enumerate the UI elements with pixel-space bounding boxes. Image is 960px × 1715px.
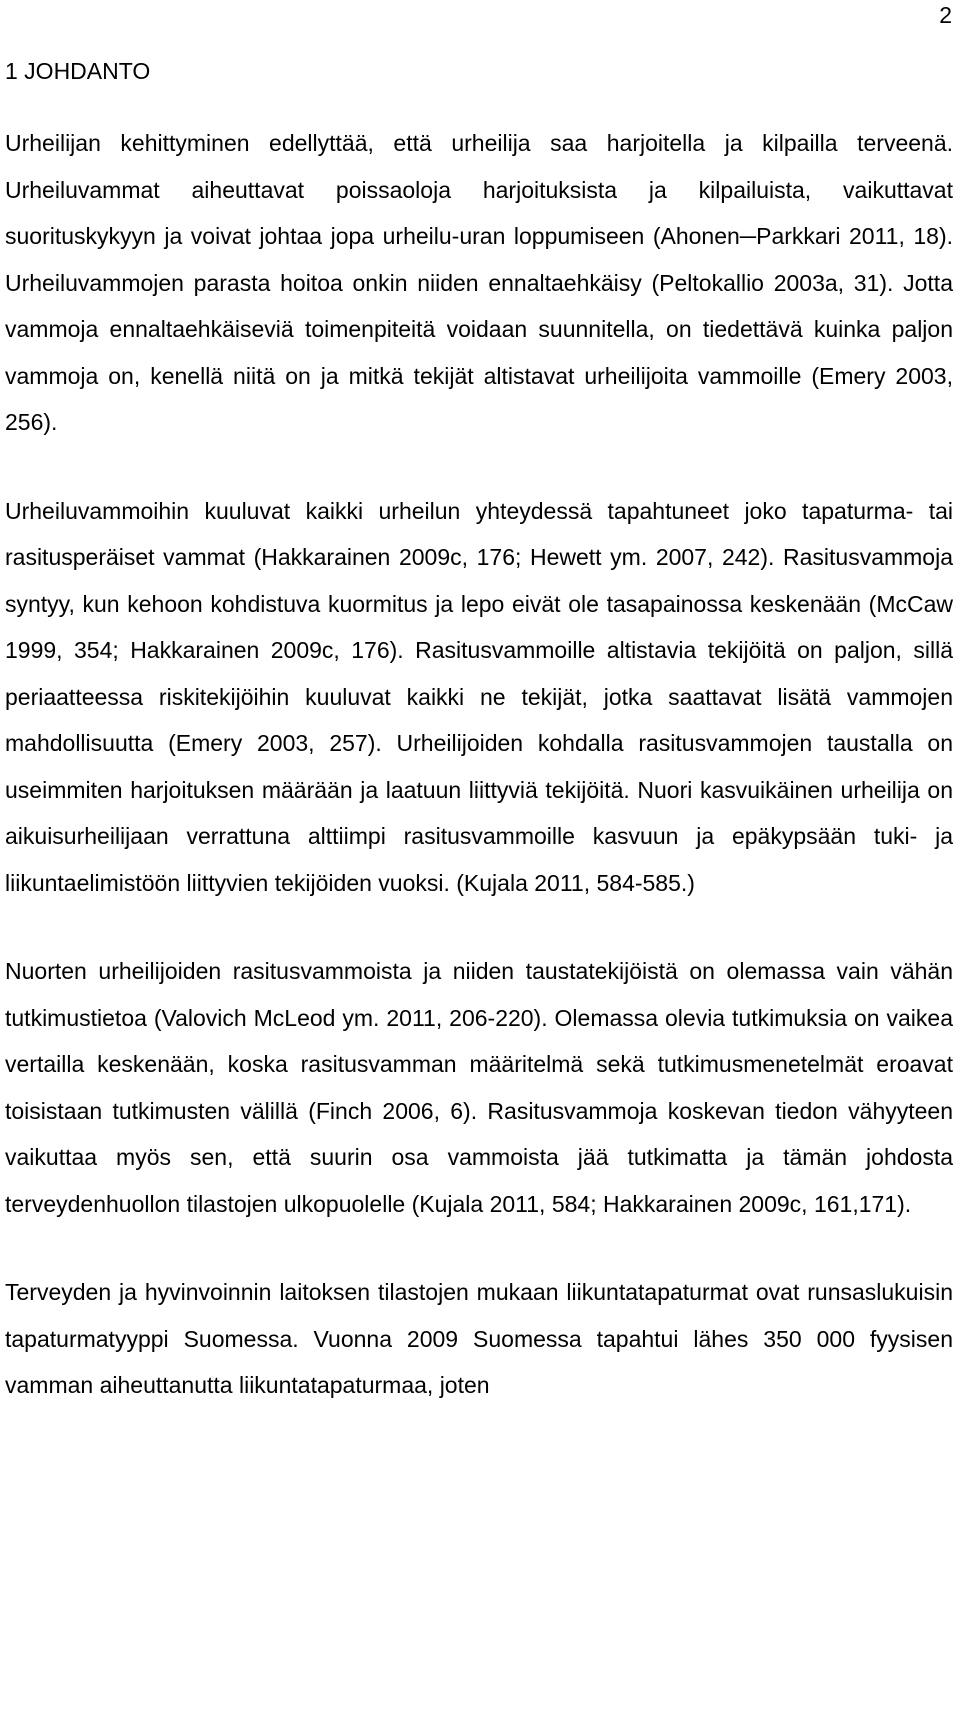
section-heading: 1 JOHDANTO	[5, 58, 151, 84]
page-number: 2	[939, 2, 952, 28]
paragraph-4: Terveyden ja hyvinvoinnin laitoksen tilastojen mukaan liikuntatapaturmat ovat runsaslukuisin tapaturmatyyppi Suomessa. Vuonna 2009 Suomessa tapahtui lähes 350 000 fyysisen vamman aiheuttanutta liikuntatapaturmaa, joten	[5, 1279, 953, 1398]
paragraph-1: Urheilijan kehittyminen edellyttää, että urheilija saa harjoitella ja kilpailla terveenä. Urheiluvammat aiheuttavat poissaoloja harjoituksista ja kilpailuista, vaikuttavat suorituskykyyn ja voivat johtaa jopa urheilu-uran loppumiseen (Ahonen─Parkkari 2011, 18). Urheiluvammojen parasta hoitoa onkin niiden ennaltaehkäisy (Peltokallio 2003a, 31). Jotta vammoja ennaltaehkäiseviä toimenpiteitä voidaan suunnitella, on tiedettävä kuinka paljon vammoja on, kenellä niitä on ja mitkä tekijät altistavat urheilijoita vammoille (Emery 2003, 256).	[5, 130, 953, 435]
paragraph-2: Urheiluvammoihin kuuluvat kaikki urheilun yhteydessä tapahtuneet joko tapaturma- tai rasitusperäiset vammat (Hakkarainen 2009c, 176; Hewett ym. 2007, 242). Rasitusvammoja syntyy, kun kehoon kohdistuva kuormitus ja lepo eivät ole tasapainossa keskenään (McCaw 1999, 354; Hakkarainen 2009c, 176). Rasitusvammoille altistavia tekijöitä on paljon, sillä periaatteessa riskitekijöihin kuuluvat kaikki ne tekijät, jotka saattavat lisätä vammojen mahdollisuutta (Emery 2003, 257). Urheilijoiden kohdalla rasitusvammojen taustalla on useimmiten harjoituksen määrään ja laatuun liittyviä tekijöitä. Nuori kasvuikäinen urheilija on aikuisurheilijaan verrattuna alttiimpi rasitusvammoille kasvuun ja epäkypsään tuki- ja liikuntaelimistöön liittyvien tekijöiden vuoksi. (Kujala 2011, 584-585.)	[5, 497, 953, 896]
paragraph-3: Nuorten urheilijoiden rasitusvammoista ja niiden taustatekijöistä on olemassa vain vähän tutkimustietoa (Valovich McLeod ym. 2011, 206-220). Olemassa olevia tutkimuksia on vaikea vertailla keskenään, koska rasitusvamman määritelmä sekä tutkimusmenetelmät eroavat toisistaan tutkimusten välillä (Finch 2006, 6). Rasitusvammoja koskevan tiedon vähyyteen vaikuttaa myös sen, että suurin osa vammoista jää tutkimatta ja tämän johdosta terveydenhuollon tilastojen ulkopuolelle (Kujala 2011, 584; Hakkarainen 2009c, 161,171).	[5, 958, 953, 1217]
body-text	[5, 120, 953, 1451]
